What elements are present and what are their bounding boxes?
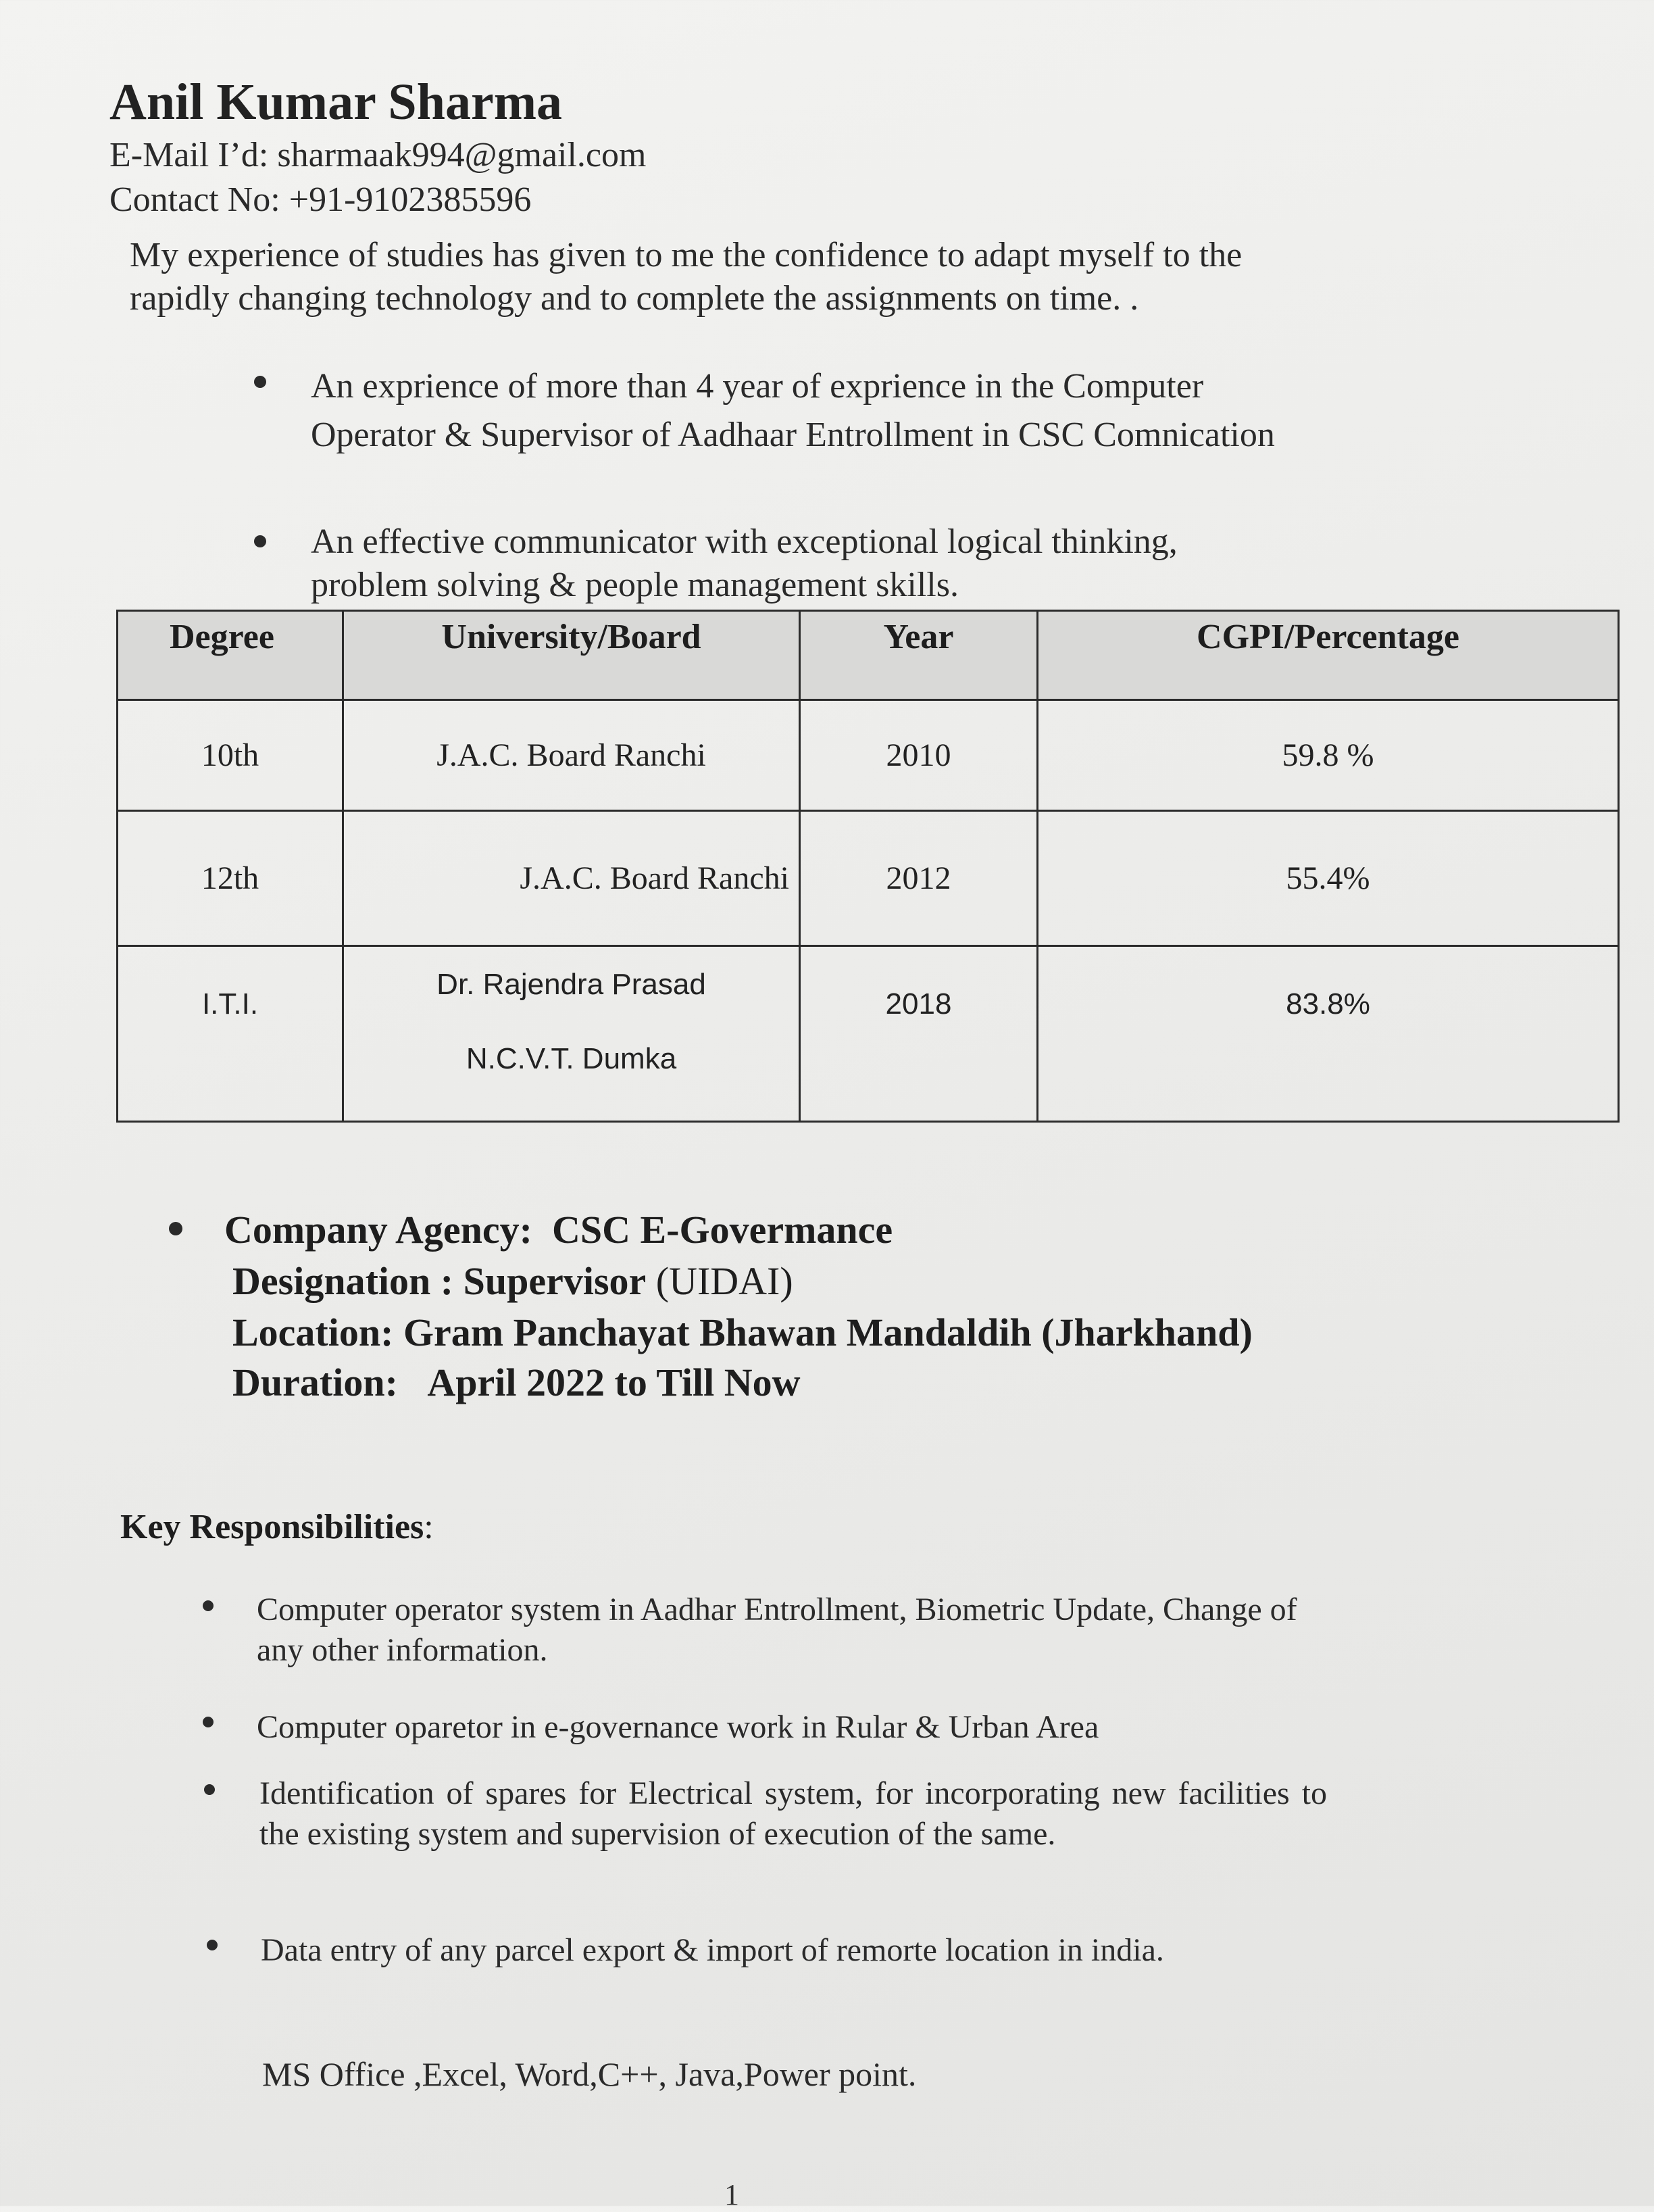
designation-line <box>232 1258 793 1304</box>
bullet-icon <box>207 1940 218 1950</box>
column-header-degree: Degree <box>118 611 343 700</box>
duration-value: April 2022 to Till Now <box>427 1360 801 1404</box>
score-cell: 83.8% <box>1038 946 1619 1122</box>
degree-cell: 10th <box>118 700 343 811</box>
column-header-score: CGPI/Percentage <box>1038 611 1619 700</box>
board-cell: J.A.C. Board Ranchi <box>343 811 800 946</box>
company-value: CSC E-Govermance <box>551 1208 893 1252</box>
board-line-2: N.C.V.T. Dumka <box>466 1042 677 1075</box>
page-number: 1 <box>724 2178 739 2211</box>
education-table <box>116 610 1620 1123</box>
table-row <box>118 946 1619 1122</box>
company-label: Company Agency: <box>224 1208 532 1252</box>
designation-value: Supervisor <box>463 1259 647 1303</box>
highlight-item: An effective communicator with exceptional logical thinking, problem solving & people management skills. <box>311 522 1178 604</box>
highlight-item: An exprience of more than 4 year of exprience in the Computer Operator & Supervisor of Aadhaar Entrollment in CSC Comnication <box>311 367 1275 454</box>
board-cell: J.A.C. Board Ranchi <box>343 700 800 811</box>
bullet-icon <box>254 535 266 547</box>
location-value: Gram Panchayat Bhawan Mandaldih (Jharkhand) <box>403 1310 1253 1354</box>
bullet-icon <box>254 376 266 388</box>
board-cell <box>343 946 800 1122</box>
score-cell: 59.8 % <box>1038 700 1619 811</box>
candidate-name: Anil Kumar Sharma <box>109 74 563 130</box>
year-cell: 2018 <box>800 946 1038 1122</box>
year-cell: 2010 <box>800 700 1038 811</box>
table-row <box>118 811 1619 946</box>
responsibility-item: Computer oparetor in e-governance work in Rular & Urban Area <box>257 1709 1099 1745</box>
board-cell-lines <box>345 948 798 1076</box>
bullet-icon <box>169 1222 182 1235</box>
column-header-university: University/Board <box>343 611 800 700</box>
objective-paragraph: My experience of studies has given to me the confidence to adapt myself to the rapidly changing technology and to complete the assignments on time. . <box>130 236 1243 318</box>
location-label: Location: <box>232 1310 394 1354</box>
year-cell: 2012 <box>800 811 1038 946</box>
responsibility-item: Computer operator system in Aadhar Entrollment, Biometric Update, Change of any other information. <box>257 1592 1297 1668</box>
duration-label: Duration: <box>232 1360 398 1404</box>
designation-suffix: (UIDAI) <box>655 1259 793 1303</box>
bullet-icon <box>203 1600 214 1611</box>
table-row <box>118 700 1619 811</box>
contact-line: Contact No: +91-9102385596 <box>109 180 532 219</box>
email-line: E-Mail I’d: sharmaak994@gmail.com <box>109 136 647 174</box>
board-line-1: Dr. Rajendra Prasad <box>436 968 706 1001</box>
responsibility-item: Data entry of any parcel export & import of remorte location in india. <box>261 1932 1164 1968</box>
skills-line: MS Office ,Excel, Word,C++, Java,Power point. <box>262 2055 917 2093</box>
column-header-year: Year <box>800 611 1038 700</box>
location-line <box>232 1310 1253 1355</box>
table-header-row <box>118 611 1619 700</box>
degree-cell: 12th <box>118 811 343 946</box>
score-cell: 55.4% <box>1038 811 1619 946</box>
key-responsibilities-label: Key Responsibilities <box>120 1508 424 1546</box>
bullet-icon <box>203 1717 214 1727</box>
responsibility-item: Identification of spares for Electrical system, for incorporating new facilities to the existing system and supervision of execution of the same. <box>259 1775 1327 1852</box>
heading-colon: : <box>424 1508 434 1546</box>
bullet-icon <box>204 1784 215 1795</box>
designation-label: Designation : <box>232 1259 454 1303</box>
key-responsibilities-heading <box>120 1507 434 1547</box>
duration-line <box>232 1360 801 1405</box>
company-line <box>224 1207 893 1252</box>
degree-cell: I.T.I. <box>118 946 343 1122</box>
